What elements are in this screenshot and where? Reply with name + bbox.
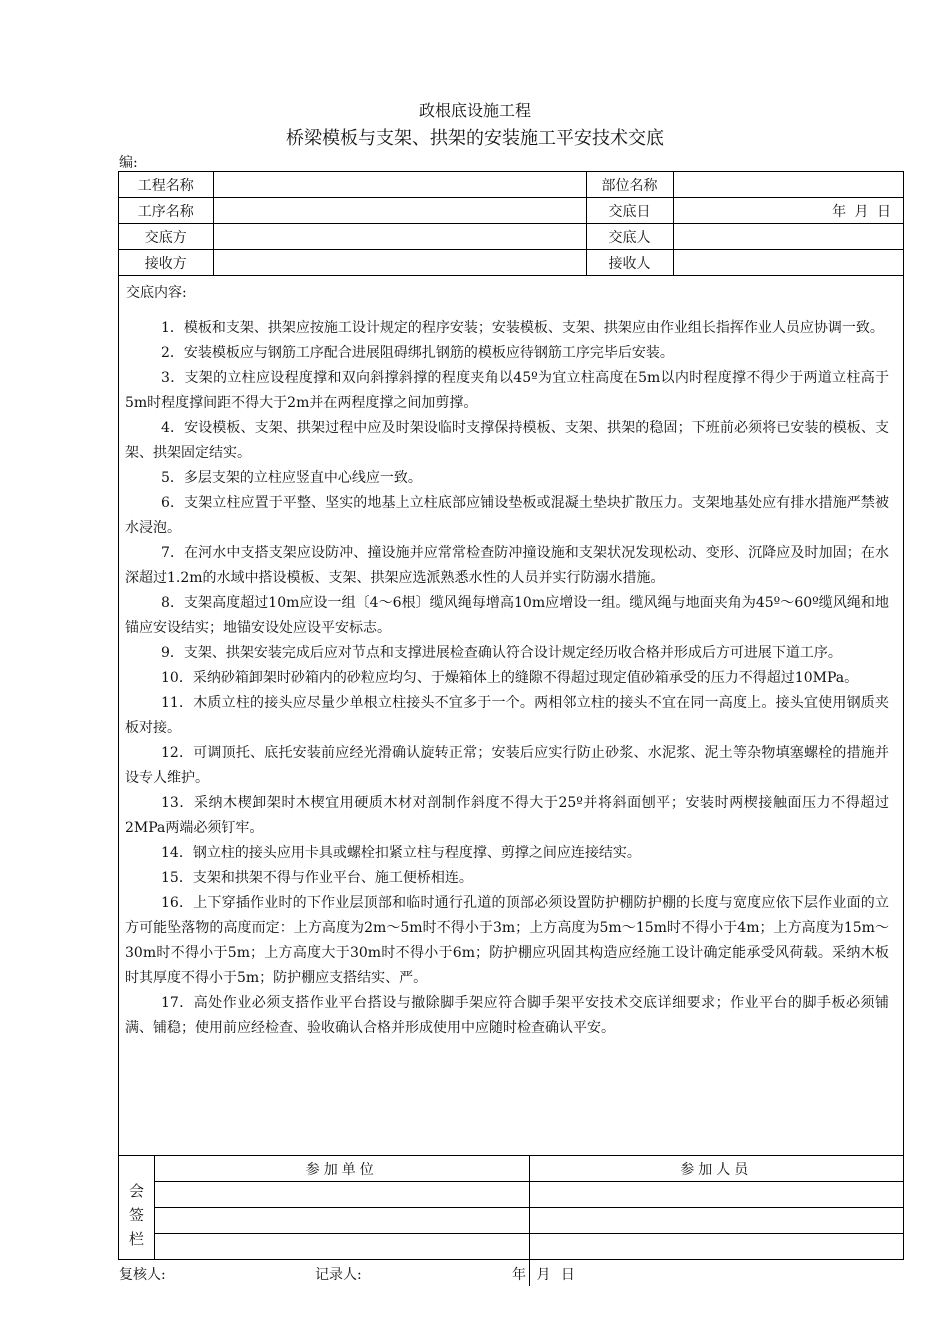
content-item-5: 5．多层支架的立柱应竖直中心线应一致。 — [161, 470, 422, 486]
handover-form — [118, 171, 904, 1260]
people-cell[interactable] — [529, 1234, 903, 1260]
reviewer-label: 复核人: — [119, 1267, 166, 1283]
table-row — [119, 198, 903, 224]
process-name-field[interactable] — [213, 198, 586, 224]
content-item-10: 10．采纳砂箱卸架时砂箱内的砂粒应均匀、于燥箱体上的缝隙不得超过现定值砂箱承受的压力不得超过10MPa。 — [161, 670, 859, 686]
code-label: 编: — [119, 155, 138, 171]
sign-label — [119, 1156, 155, 1259]
info-table — [119, 172, 903, 276]
footer-date: 年 月 日 — [512, 1267, 578, 1283]
content-item-6: 6．支架立柱应置于平整、坚实的地基上立柱底部应铺设垫板或混凝土垫块扩散压力。支架地基处应有排水措施严禁被水浸泡。 — [125, 495, 889, 536]
content-paragraphs — [125, 316, 889, 1041]
content-item-17: 17．高处作业必须支搭作业平台搭设与撤除脚手架应符合脚手架平安技术交底详细要求；作业平台的脚手板必须铺满、铺稳；使用前应经检查、验收确认合格并形成使用中应随时检查确认平安。 — [125, 995, 889, 1036]
table-row — [119, 250, 903, 276]
receiving-party-field[interactable] — [213, 250, 586, 276]
content-item-15: 15．支架和拱架不得与作业平台、施工便桥相连。 — [161, 870, 473, 886]
unit-cell[interactable] — [155, 1234, 529, 1260]
receiver-label: 接收人 — [586, 250, 673, 276]
document-title: 桥梁模板与支架、拱架的安装施工平安技术交底 — [286, 128, 664, 149]
content-item-7: 7．在河水中支搭支架应设防冲、撞设施并应常常检查防冲撞设施和支架状况发现松动、变形、沉降应及时加固；在水深超过1.2m的水域中搭设模板、支架、拱架应选派熟悉水性的人员并实行防溺水措施。 — [125, 545, 889, 586]
table-row — [119, 172, 903, 198]
content-item-13: 13．采纳木楔卸架时木楔宜用硬质木材对剖制作斜度不得大于25º并将斜面刨平；安装时两楔接触面压力不得超过2MPa两端必须钉牢。 — [125, 795, 889, 836]
sign-label-char: 签 — [129, 1206, 145, 1224]
content-item-1: 1．模板和支架、拱架应按施工设计规定的程序安装；安装模板、支架、拱架应由作业组长指挥作业人员应协调一致。 — [161, 320, 884, 336]
table-row — [155, 1156, 903, 1182]
handover-date-field[interactable]: 年 月 日 — [673, 198, 903, 224]
receiving-party-label: 接收方 — [119, 250, 213, 276]
part-name-label: 部位名称 — [586, 172, 673, 198]
content-item-8: 8．支架高度超过10m应设一组〔4～6根〕缆风绳每增高10m应增设一组。缆风绳与地面夹角为45º～60º缆风绳和地锚应安设结实；地锚安设处应设平安标志。 — [125, 595, 889, 636]
content-item-16: 16．上下穿插作业时的下作业层顶部和临时通行孔道的顶部必须设置防护棚防护棚的长度与宽度应依下层作业面的立方可能坠落物的高度而定：上方高度为2m～5m时不得小于3m；上方高度为5m～15m时不得小于4m；上方高度为15m～30m时不得小于5m；上方高度大于30m时不得小于6m；防护棚应巩固其构造应经施工设计确定能承受风荷载。采纳木板时其厚度不得小于5m；防护棚应支搭结实、严。 — [125, 895, 889, 986]
content-item-11: 11．木质立柱的接头应尽量少单根立柱接头不宜多于一个。两相邻立柱的接头不宜在同一高度上。接头宜使用钢质夹板对接。 — [125, 695, 889, 736]
content-item-12: 12．可调顶托、底托安装前应经光滑确认旋转正常；安装后应实行防止砂浆、水泥浆、泥土等杂物填塞螺栓的措施并设专人维护。 — [125, 745, 889, 786]
project-title: 政根底设施工程 — [418, 101, 531, 120]
recorder-label: 记录人: — [315, 1267, 362, 1283]
handover-date-label: 交底日 — [586, 198, 673, 224]
handover-party-field[interactable] — [213, 224, 586, 250]
unit-cell[interactable] — [155, 1182, 529, 1208]
content-item-2: 2．安装模板应与钢筋工序配合进展阻碍绑扎钢筋的模板应待钢筋工序完毕后安装。 — [161, 345, 674, 361]
content-section — [119, 276, 903, 1156]
handover-person-label: 交底人 — [586, 224, 673, 250]
people-cell[interactable] — [529, 1260, 903, 1287]
receiver-field[interactable] — [673, 250, 903, 276]
project-name-label: 工程名称 — [119, 172, 213, 198]
part-name-field[interactable] — [673, 172, 903, 198]
people-cell[interactable] — [529, 1208, 903, 1234]
sign-section — [119, 1156, 903, 1259]
content-item-9: 9．支架、拱架安装完成后应对节点和支撑进展检查确认符合设计规定经历收合格并形成后方可进展下道工序。 — [161, 645, 842, 661]
content-item-4: 4．安设模板、支架、拱架过程中应及时架设临时支撑保持模板、支架、拱架的稳固；下班前必须将已安装的模板、支架、拱架固定结实。 — [125, 420, 889, 461]
handover-person-field[interactable] — [673, 224, 903, 250]
table-row — [155, 1182, 903, 1208]
table-row — [155, 1208, 903, 1234]
col-header-people: 参加人员 — [529, 1156, 903, 1182]
col-header-unit: 参加单位 — [155, 1156, 529, 1182]
handover-party-label: 交底方 — [119, 224, 213, 250]
table-row — [155, 1234, 903, 1260]
people-cell[interactable] — [529, 1182, 903, 1208]
process-name-label: 工序名称 — [119, 198, 213, 224]
unit-cell[interactable] — [155, 1208, 529, 1234]
content-label: 交底内容: — [126, 285, 187, 301]
content-item-3: 3．支架的立柱应设程度撑和双向斜撑斜撑的程度夹角以45º为宜立柱高度在5m以内时程度撑不得少于两道立柱高于5m时程度撑间距不得大于2m并在两程度撑之间加剪撑。 — [125, 370, 889, 411]
project-name-field[interactable] — [213, 172, 586, 198]
content-item-14: 14．钢立柱的接头应用卡具或螺栓扣紧立柱与程度撑、剪撑之间应连接结实。 — [161, 845, 641, 861]
table-row — [119, 224, 903, 250]
sign-label-char: 栏 — [129, 1230, 145, 1248]
sign-label-char: 会 — [129, 1182, 145, 1200]
